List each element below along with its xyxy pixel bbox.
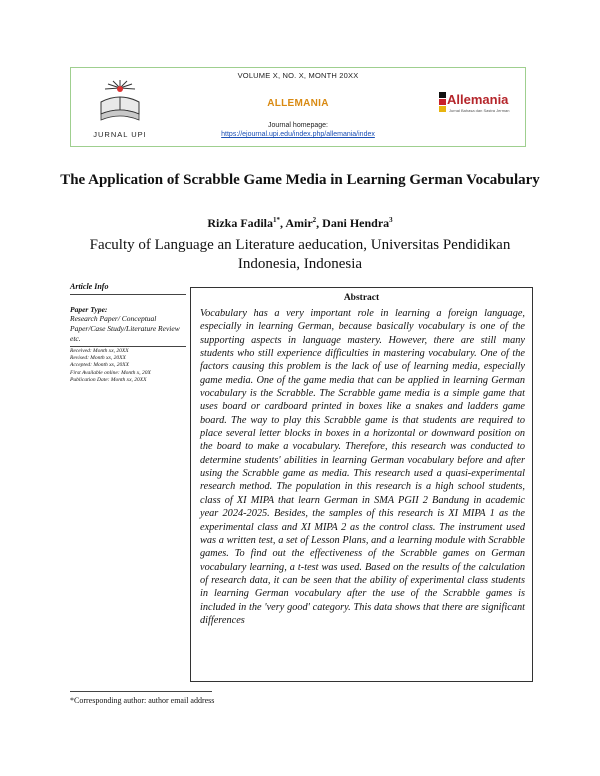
article-dates xyxy=(70,348,200,384)
abstract-box xyxy=(190,287,533,682)
homepage-link[interactable]: https://ejournal.upi.edu/index.php/allemania/index xyxy=(221,131,375,138)
volume-line: VOLUME X, NO. X, MONTH 20XX xyxy=(237,71,359,80)
author-name: Dani Hendra xyxy=(322,216,390,230)
allemania-wordmark: Allemania xyxy=(447,92,509,107)
allemania-subtitle: Jurnal Bahasa dan Sastra Jerman xyxy=(449,108,510,113)
paper-type-label: Paper Type: xyxy=(70,305,108,314)
author-superscript: 1* xyxy=(272,216,280,224)
divider xyxy=(70,346,186,347)
author-superscript: 2 xyxy=(312,216,317,224)
article-info-heading: Article Info xyxy=(70,282,109,291)
journal-name: ALLEMANIA xyxy=(267,98,329,109)
corresponding-author-footnote: *Corresponding author: author email address xyxy=(70,696,215,705)
abstract-heading: Abstract xyxy=(343,293,380,303)
date-revised: Revised: Month xx, 20XX xyxy=(70,355,126,362)
date-publication: Publication Date: Month xx, 20XX xyxy=(70,376,147,383)
allemania-logo xyxy=(437,88,521,118)
paper-title: The Application of Scrabble Game Media in Learning German Vocabulary xyxy=(60,172,540,188)
author-superscript: 3 xyxy=(389,216,393,224)
footnote-divider xyxy=(70,691,212,692)
author-line: Rizka Fadila$^{1*}$, Amir$^2$, Dani Hendra$^3$ xyxy=(207,216,393,230)
jurnal-upi-label: JURNAL UPI xyxy=(93,130,147,139)
affiliation: Faculty of Language an Literature aeducation, Universitas Pendidikan Indonesia, Indonesia xyxy=(89,237,511,272)
homepage-label: Journal homepage: xyxy=(268,122,328,129)
date-accepted: Accepted: Month xx, 20XX xyxy=(70,362,129,369)
author-name: Amir xyxy=(285,216,313,230)
abstract-text: Vocabulary has a very important role in learning a foreign language, especially in learning German, because basically vocabulary is one of the supporting aspects in language mastery. However, there are still many students who still experience difficulties in mastering vocabulary. One of the factors causing this problem is the lack of use of learning media, especially game media. One of the game media that can be applied in learning German vocabulary is the Scrabble. The Scrabble game media is a simple game that uses board or cardboard printed in boxes like a snakes and ladders game board. The way to play this Scrabble game is that students are required to place several letter blocks in boxes in a horizontal or downward position on the board to make a vocabulary. Therefore, this research was conducted to determine students' abilities in learning German vocabulary before and after using the Scrabble game as media. This research used a quasi-experimental research method. The population in this research is a high school students, class of XI MIPA that learn German in SMA PGII 2 Bandung in academic year 2024-2025. Besides, the samples of this research is XI MIPA 1 as the experimental class and XI MIPA 2 as the control class. The instrument used was a written test, a set of Lesson Plans, and a learning module with Scrabble games. To find out the effectiveness of the Scrabble games on German vocabulary learning, a t-test was used. Based on the results of the calculation of research data, it can be seen that the ability of experimental class students in learning German vocabulary after the use of the Scrabble games is included in the 'very good' category. This data shows that there are significant differences xyxy=(200,308,525,626)
journal-header-box xyxy=(70,67,526,147)
author-name: Rizka Fadila xyxy=(207,216,273,230)
date-received: Received: Month xx, 20XX xyxy=(70,348,129,354)
divider xyxy=(70,294,186,295)
paper-type-value: Research Paper/ Conceptual Paper/Case Study/Literature Review etc. xyxy=(70,314,180,343)
date-first-online: First Available online: Month x, 20X xyxy=(70,369,151,376)
